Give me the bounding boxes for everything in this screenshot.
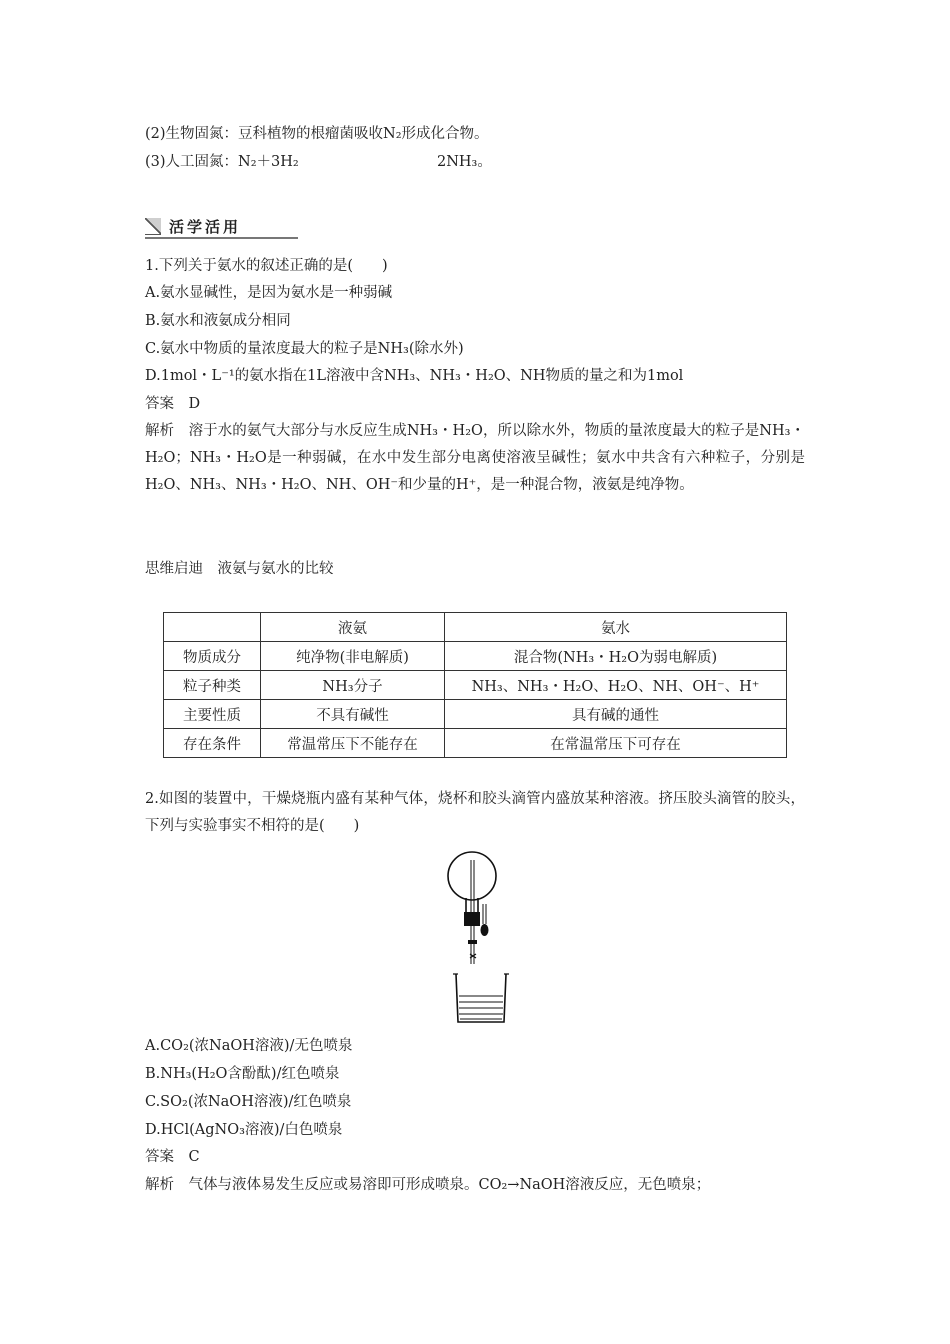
q2-option-b: B.NH₃(H₂O含酚酞)/红色喷泉 [145, 1066, 340, 1082]
q2-answer: 答案 C [145, 1149, 200, 1165]
q1-analysis: 解析 溶于水的氨气大部分与水反应生成NH₃・H₂O，所以除水外，物质的量浓度最大的粒子是NH₃・H₂O；NH₃・H₂O是一种弱碱，在水中发生部分电离使溶液呈碱性；氨水中共含有六种粒子，分别是H₂O、NH₃、NH₃・H₂O、NH、OH⁻和少量的H⁺，是一种混合物，液氨是纯净物。 [145, 423, 805, 493]
q2-option-c: C.SO₂(浓NaOH溶液)/红色喷泉 [145, 1094, 352, 1110]
q1-option-c: C.氨水中物质的量浓度最大的粒子是NH₃(除水外) [145, 341, 464, 357]
table-header-cell: 液氨 [261, 613, 445, 642]
table-cell: 在常温常压下可存在 [445, 729, 787, 758]
table-row [164, 671, 787, 700]
table-cell: 具有碱的通性 [445, 700, 787, 729]
q1-option-d: D.1mol・L⁻¹的氨水指在1L溶液中含NH₃、NH₃・H₂O、NH物质的量之和为1mol [145, 368, 684, 384]
q2-stem: 2.如图的装置中，干燥烧瓶内盛有某种气体，烧杯和胶头滴管内盛放某种溶液。挤压胶头滴管的胶头，下列与实验事实不相符的是( ) [145, 791, 805, 834]
table-cell: 混合物(NH₃・H₂O为弱电解质) [445, 642, 787, 671]
section-rule [145, 237, 298, 239]
table-cell: 粒子种类 [164, 671, 261, 700]
table-header-cell [164, 613, 261, 642]
section-marker-icon [145, 218, 161, 235]
table-cell: 存在条件 [164, 729, 261, 758]
fountain-apparatus-diagram [438, 846, 518, 1026]
q1-answer: 答案 D [145, 396, 201, 412]
table-header-row [164, 613, 787, 642]
table-cell: 不具有碱性 [261, 700, 445, 729]
q2-analysis: 解析 气体与液体易发生反应或易溶即可形成喷泉。CO₂→NaOH溶液反应，无色喷泉； [145, 1177, 711, 1193]
q1-stem: 1.下列关于氨水的叙述正确的是( ) [145, 258, 388, 274]
rubber-stopper [464, 912, 480, 926]
tube-clamp [468, 940, 477, 944]
table-cell: 主要性质 [164, 700, 261, 729]
table-cell: 物质成分 [164, 642, 261, 671]
artificial-fixation-equation-left: (3)人工固氮：N₂＋3H₂ [145, 154, 299, 170]
comparison-table [163, 612, 787, 758]
q2-option-d: D.HCl(AgNO₃溶液)/白色喷泉 [145, 1122, 343, 1138]
table-cell: 纯净物(非电解质) [261, 642, 445, 671]
flask-bulb [448, 852, 496, 900]
artificial-fixation-equation-right: 2NH₃。 [437, 154, 492, 170]
bio-fixation-text: (2)生物固氮：豆科植物的根瘤菌吸收N₂形成化合物。 [145, 126, 489, 142]
table-cell: NH₃、NH₃・H₂O、H₂O、NH、OH⁻、H⁺ [445, 671, 787, 700]
beaker [456, 974, 506, 1022]
table-cell: 常温常压下不能存在 [261, 729, 445, 758]
dropper-pipette [483, 904, 486, 924]
dropper-bulb [481, 924, 489, 936]
q1-option-a: A.氨水显碱性，是因为氨水是一种弱碱 [145, 285, 393, 301]
section-title: 活学活用 [169, 218, 242, 236]
table-header-cell: 氨水 [445, 613, 787, 642]
table-cell: NH₃分子 [261, 671, 445, 700]
q1-option-b: B.氨水和液氨成分相同 [145, 313, 291, 329]
thinking-title: 思维启迪 液氨与氨水的比较 [145, 561, 334, 577]
table-row [164, 729, 787, 758]
beaker-liquid [459, 996, 503, 1019]
table-row [164, 642, 787, 671]
q2-option-a: A.CO₂(浓NaOH溶液)/无色喷泉 [145, 1038, 353, 1054]
table-row [164, 700, 787, 729]
section-header [145, 216, 298, 238]
